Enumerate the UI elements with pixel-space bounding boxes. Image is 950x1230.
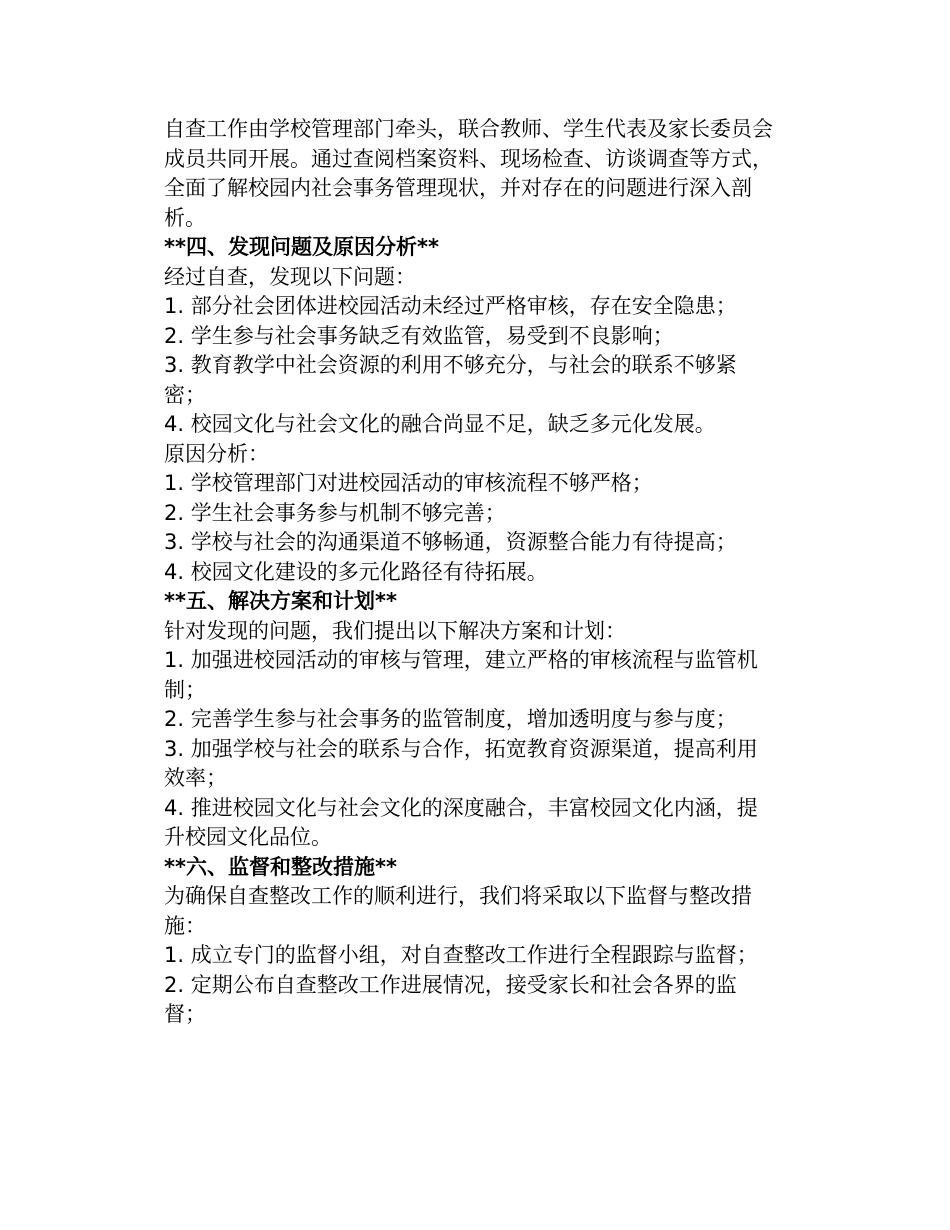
section-4-lead: 经过自查，发现以下问题： — [164, 264, 416, 289]
section-6-heading: **六、监督和整改措施** — [164, 854, 397, 879]
measure-item: 1. 成立专门的监督小组，对自查整改工作进行全程跟踪与监督； — [164, 943, 758, 967]
section-4-heading: **四、发现问题及原因分析** — [164, 235, 439, 259]
measure-item: 2. 定期公布自查整改工作进展情况，接受家长和社会各界的监督； — [164, 972, 737, 1026]
section-5-lead: 针对发现的问题，我们提出以下解决方案和计划： — [164, 618, 626, 643]
cause-item: 4. 校园文化建设的多元化路径有待拓展。 — [164, 559, 548, 584]
document-body — [164, 115, 776, 1030]
solution-item: 1. 加强进校园活动的审核与管理，建立严格的审核流程与监管机制； — [164, 648, 758, 702]
problem-item: 1. 部分社会团体进校园活动未经过严格审核，存在安全隐患； — [164, 294, 737, 318]
problem-item: 2. 学生参与社会事务缺乏有效监管，易受到不良影响； — [164, 323, 674, 348]
cause-analysis-lead: 原因分析： — [164, 441, 269, 466]
problem-item: 3. 教育教学中社会资源的利用不够充分，与社会的联系不够紧密； — [164, 353, 737, 407]
section-5-heading: **五、解决方案和计划** — [164, 589, 397, 613]
cause-item: 3. 学校与社会的沟通渠道不够畅通，资源整合能力有待提高； — [164, 530, 737, 554]
problem-item: 4. 校园文化与社会文化的融合尚显不足，缺乏多元化发展。 — [164, 412, 716, 436]
cause-item: 1. 学校管理部门对进校园活动的审核流程不够严格； — [164, 471, 653, 495]
solution-item: 3. 加强学校与社会的联系与合作，拓宽教育资源渠道，提高利用效率； — [164, 736, 758, 790]
solution-item: 4. 推进校园文化与社会文化的深度融合，丰富校园文化内涵，提升校园文化品位。 — [164, 795, 758, 849]
solution-item: 2. 完善学生参与社会事务的监管制度，增加透明度与参与度； — [164, 707, 737, 731]
cause-item: 2. 学生社会事务参与机制不够完善； — [164, 500, 506, 525]
intro-paragraph: 自查工作由学校管理部门牵头，联合教师、学生代表及家长委员会成员共同开展。通过查阅档案资料、现场检查、访谈调查等方式，全面了解校园内社会事务管理现状，并对存在的问题进行深入剖析。 — [164, 117, 773, 230]
section-6-lead: 为确保自查整改工作的顺利进行，我们将采取以下监督与整改措施： — [164, 884, 752, 938]
